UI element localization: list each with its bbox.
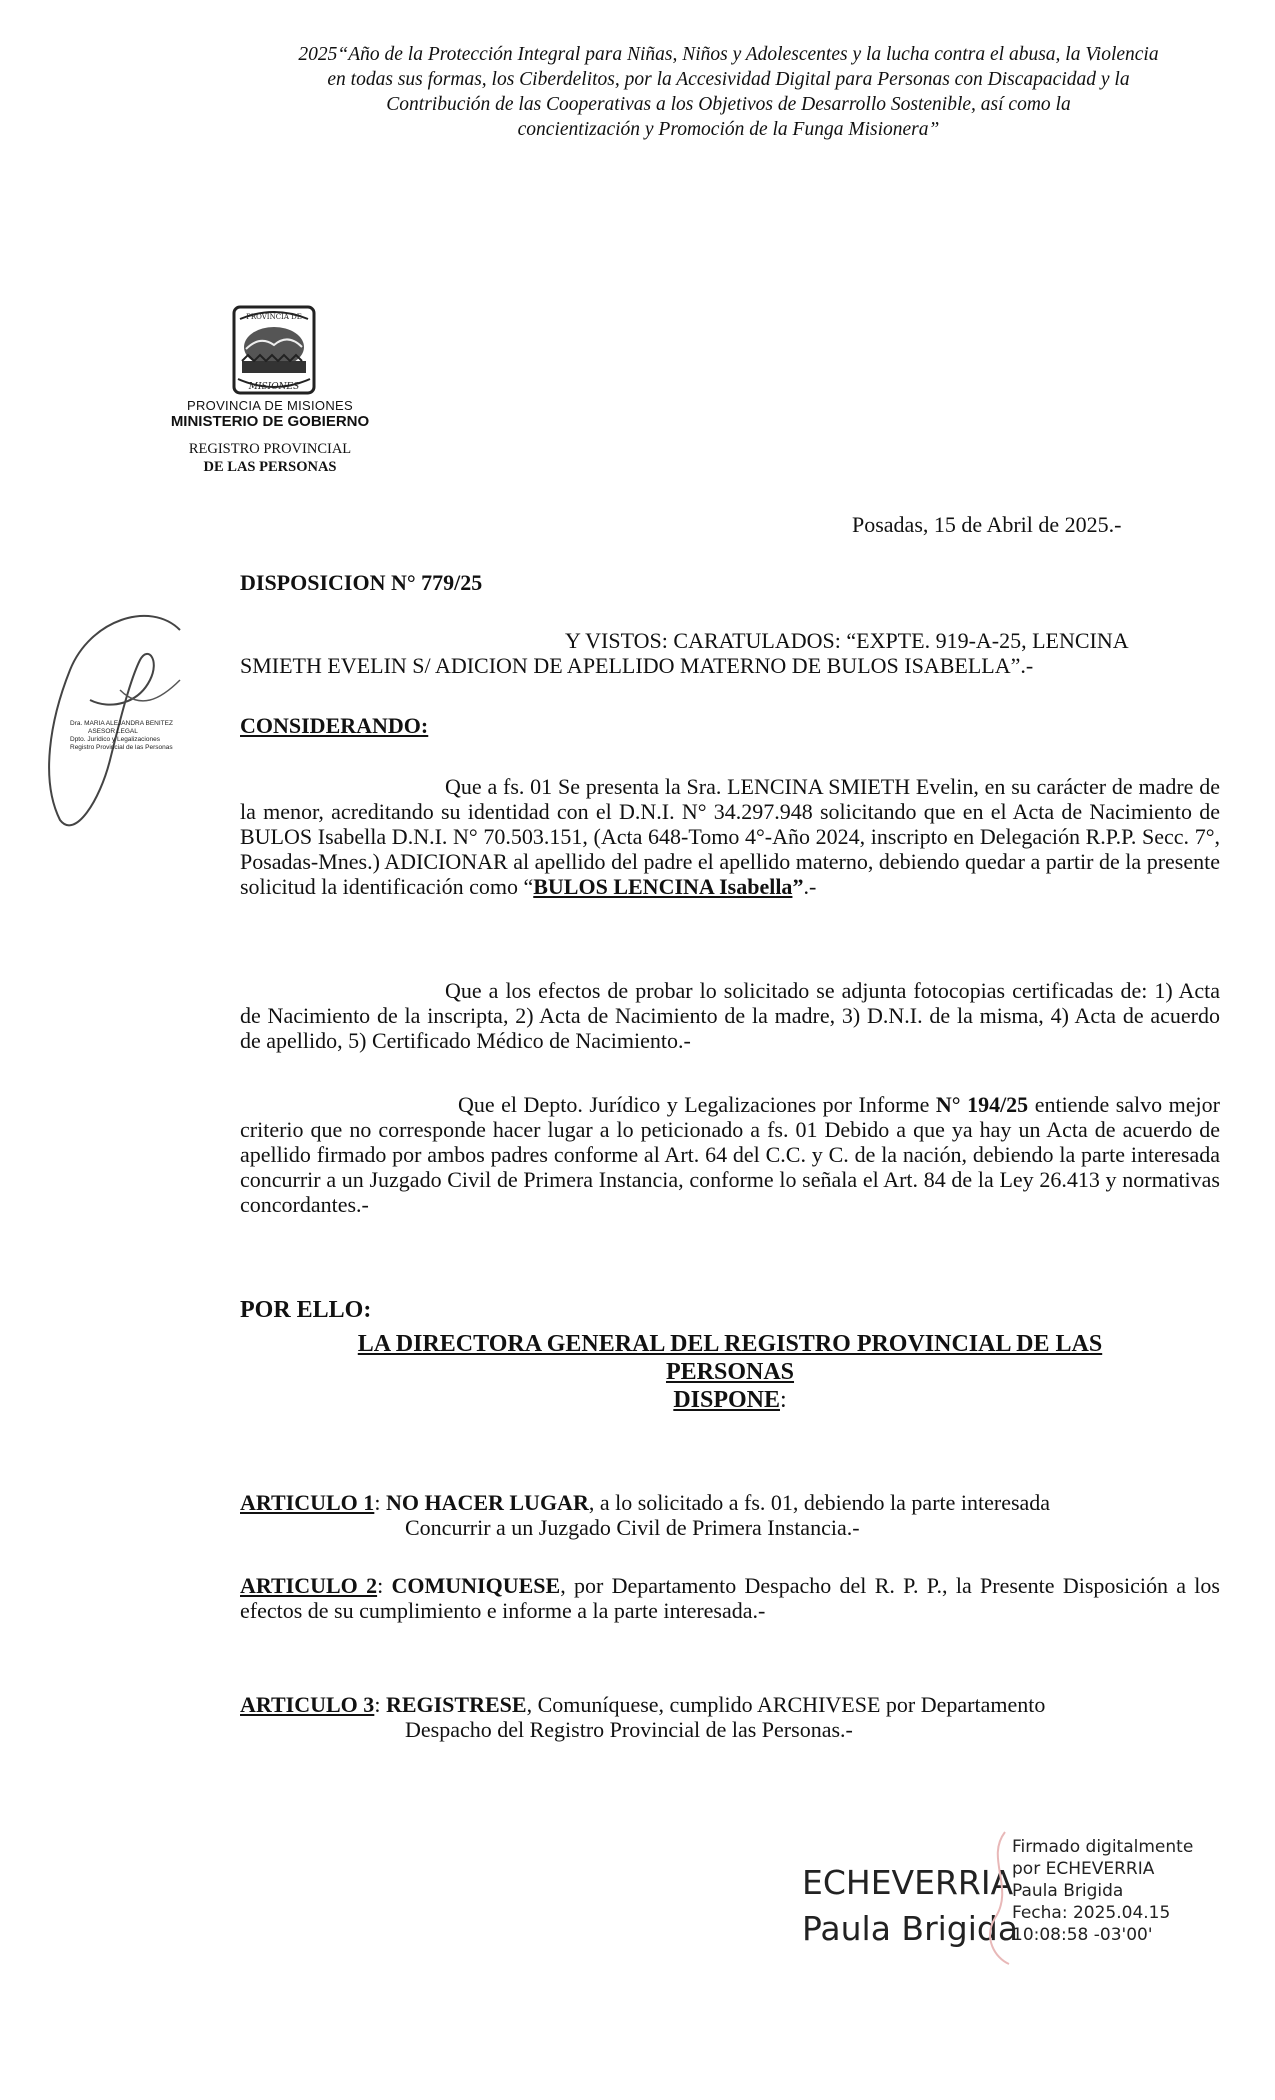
- article-3: ARTICULO 3: REGISTRESE, Comuníquese, cumplido ARCHIVESE por Departamento Despacho del Registro Provincial de las Personas.-: [240, 1692, 1046, 1742]
- considerando-paragraph-2: Que a los efectos de probar lo solicitado se adjunta fotocopias certificadas de: 1) Acta de Nacimiento de la inscripta, 2) Acta de Nacimiento de la madre, 3) D.N.I. de la misma, 4) Acta de acuerdo de apellido, 5) Certificado Médico de Nacimiento.-: [240, 978, 1220, 1053]
- svg-text:PROVINCIA DE: PROVINCIA DE: [246, 313, 302, 321]
- registry-line: REGISTRO PROVINCIAL: [188, 441, 352, 457]
- article-label: ARTICULO 1: [240, 1490, 375, 1515]
- authority-line: LA DIRECTORA GENERAL DEL REGISTRO PROVINCIAL DE LAS: [357, 1331, 1103, 1357]
- province-name: PROVINCIA DE MISIONES: [187, 398, 353, 413]
- registry-line-2: DE LAS PERSONAS: [203, 459, 337, 475]
- disposition-number: DISPOSICION N° 779/25: [240, 570, 483, 595]
- report-number: N° 194/25: [935, 1092, 1029, 1117]
- vistos-section: [240, 628, 1220, 678]
- considerando-heading: CONSIDERANDO:: [240, 713, 429, 738]
- vistos-line: SMIETH EVELIN S/ ADICION DE APELLIDO MATERNO DE BULOS ISABELLA”.-: [240, 653, 1034, 678]
- ministry-block: [150, 398, 390, 430]
- motto-line: 2025“Año de la Protección Integral para Niñas, Niños y Adolescentes y la lucha contra el abusa, la Violencia: [298, 44, 1159, 65]
- vistos-line: Y VISTOS: CARATULADOS: “EXPTE. 919-A-25, LENCINA: [565, 628, 1129, 653]
- article-label: ARTICULO 3: [240, 1692, 375, 1717]
- motto-line: en todas sus formas, los Ciberdelitos, por la Accesividad Digital para Personas con Discapacidad y la: [327, 69, 1130, 90]
- signer-name: ECHEVERRIA Paula Brigida: [802, 1863, 1019, 1948]
- svg-text:MISIONES: MISIONES: [248, 382, 300, 392]
- authority-heading: [240, 1330, 1220, 1414]
- article-keyword: NO HACER LUGAR: [385, 1490, 589, 1515]
- article-keyword: COMUNIQUESE: [391, 1573, 561, 1598]
- ministry-name: MINISTERIO DE GOBIERNO: [170, 413, 370, 430]
- document-date: Posadas, 15 de Abril de 2025.-: [852, 512, 1122, 537]
- article-keyword: REGISTRESE: [385, 1692, 527, 1717]
- article-2: ARTICULO 2: COMUNIQUESE, por Departamento Despacho del R. P. P., la Presente Disposición a los efectos de su cumplimiento e informe a la parte interesada.-: [240, 1573, 1220, 1623]
- digital-signature-info: Firmado digitalmente por ECHEVERRIA Paula Brigida Fecha: 2025.04.15 10:08:58 -03'00': [1012, 1837, 1194, 1945]
- considerando-paragraph-3: Que el Depto. Jurídico y Legalizaciones por Informe N° 194/25 entiende salvo mejor criterio que no corresponde hacer lugar a lo peticionado a fs. 01 Debido a que ya hay un Acta de acuerdo de apellido firmado por ambos padres conforme al Art. 64 del C.C. y C. de la nación, debiendo la parte interesada concurrir a un Juzgado Civil de Primera Instancia, conforme lo señala el Art. 84 de la Ley 26.413 y normativas concordantes.-: [240, 1092, 1220, 1217]
- dispone-line: DISPONE:: [673, 1387, 787, 1413]
- article-1: ARTICULO 1: NO HACER LUGAR, a lo solicitado a fs. 01, debiendo la parte interesada Concurrir a un Juzgado Civil de Primera Instancia.-: [240, 1490, 1051, 1540]
- province-seal-icon: [228, 305, 320, 395]
- considerando-paragraph-1: Que a fs. 01 Se presenta la Sra. LENCINA SMIETH Evelin, en su carácter de madre de la menor, acreditando su identidad con el D.N.I. N° 34.297.948 solicitando que en el Acta de Nacimiento de BULOS Isabella D.N.I. N° 70.503.151, (Acta 648-Tomo 4°-Año 2024, inscripto en Delegación R.P.P. Secc. 7°, Posadas-Mnes.) ADICIONAR al apellido del padre el apellido materno, debiendo quedar a partir de la presente solicitud la identificación como “BULOS LENCINA Isabella”.-: [240, 774, 1220, 899]
- authority-line: PERSONAS: [665, 1359, 795, 1385]
- legal-advisor-stamp: Dra. MARIA ALEJANDRA BENITEZ ASESOR LEGAL Dpto. Jurídico y Legalizaciones Registro Provincial de las Personas: [70, 720, 173, 751]
- article-label: ARTICULO 2: [240, 1573, 378, 1598]
- header-motto: [236, 42, 1221, 142]
- registry-name: [150, 440, 390, 476]
- por-ello-heading: POR ELLO:: [240, 1297, 372, 1323]
- motto-line: concientización y Promoción de la Funga Misionera”: [517, 119, 940, 140]
- motto-line: Contribución de las Cooperativas a los Objetivos de Desarrollo Sostenible, así como la: [386, 94, 1071, 115]
- child-new-name: BULOS LENCINA Isabella: [533, 874, 793, 899]
